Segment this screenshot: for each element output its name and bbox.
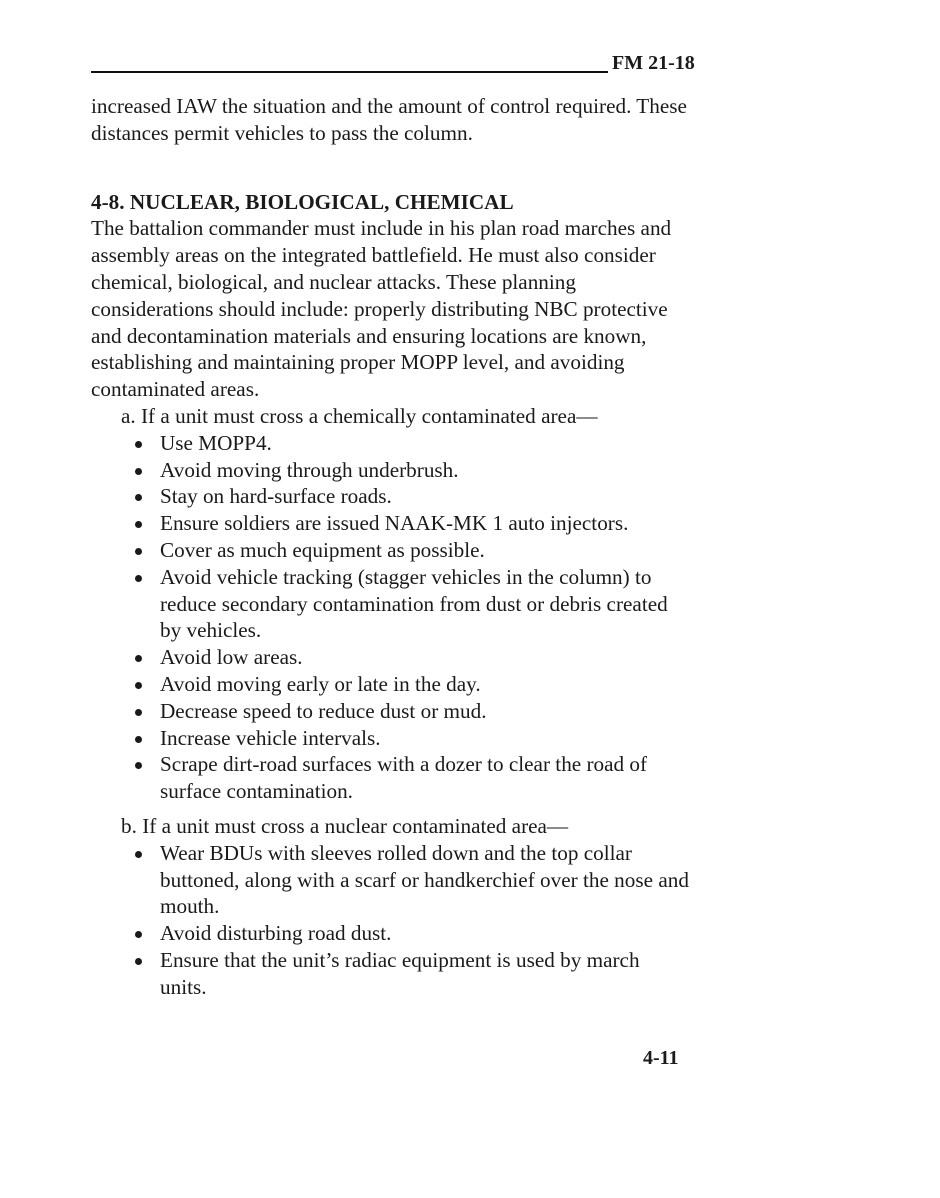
section-heading: 4-8. NUCLEAR, BIOLOGICAL, CHEMICAL xyxy=(91,189,514,214)
list-item-text: Wear BDUs with sleeves rolled down and the top collar buttoned, along with a scarf or handkerchief over the nose and mouth. xyxy=(160,840,689,919)
bullet-icon xyxy=(135,441,142,448)
continuation-paragraph: increased IAW the situation and the amount of control required. These distances permit vehicles to pass the column. xyxy=(91,94,687,145)
list-item xyxy=(91,510,691,537)
list-item xyxy=(91,430,691,457)
bullet-icon xyxy=(135,468,142,475)
list-item xyxy=(91,483,691,510)
list-item xyxy=(91,920,691,947)
list-item-text: Ensure soldiers are issued NAAK-MK 1 auto injectors. xyxy=(160,511,629,536)
list-item xyxy=(91,751,691,805)
bullet-icon xyxy=(135,709,142,716)
list-item-text: Stay on hard-surface roads. xyxy=(160,484,392,509)
section-intro-paragraph: The battalion commander must include in his plan road marches and assembly areas on the integrated battlefield. He must also consider chemical, biological, and nuclear attacks. These planning considerations should include: properly distributing NBC protective and decontamination materials and ensuring locations are known, establishing and maintaining proper MOPP level, and avoiding contaminated areas. xyxy=(91,216,672,402)
bullet-icon xyxy=(135,655,142,662)
list-item-text: Decrease speed to reduce dust or mud. xyxy=(160,698,487,723)
list-item-text: Avoid low areas. xyxy=(160,645,303,670)
list-item-text: Use MOPP4. xyxy=(160,430,272,455)
bullet-icon xyxy=(135,521,142,528)
list-item xyxy=(91,564,691,644)
bullet-icon xyxy=(135,548,142,555)
list-item-text: Avoid disturbing road dust. xyxy=(160,921,392,946)
list-item-text: Avoid moving early or late in the day. xyxy=(160,671,481,696)
page-number: 4-11 xyxy=(643,1047,679,1069)
bullet-icon xyxy=(135,931,142,938)
list-item-text: Scrape dirt-road surfaces with a dozer to clear the road of surface contamination. xyxy=(160,752,648,804)
list-item-text: Cover as much equipment as possible. xyxy=(160,537,485,562)
bullet-icon xyxy=(135,762,142,769)
nuclear-list xyxy=(91,840,691,1001)
list-item xyxy=(91,725,691,752)
list-item-text: Avoid vehicle tracking (stagger vehicles in the column) to reduce secondary contamination from dust or debris created by vehicles. xyxy=(160,564,668,643)
bullet-icon xyxy=(135,575,142,582)
list-item xyxy=(91,698,691,725)
bullet-icon xyxy=(135,851,142,858)
list-item-text: Avoid moving through underbrush. xyxy=(160,457,459,482)
list-item xyxy=(91,840,691,920)
bullet-icon xyxy=(135,958,142,965)
list-item xyxy=(91,947,691,1001)
list-item-text: Increase vehicle intervals. xyxy=(160,725,381,750)
header-rule xyxy=(91,71,608,73)
bullet-icon xyxy=(135,736,142,743)
bullet-icon xyxy=(135,494,142,501)
page-body xyxy=(91,93,691,1001)
list-item xyxy=(91,457,691,484)
list-item xyxy=(91,537,691,564)
manual-code: FM 21-18 xyxy=(612,52,695,74)
bullet-icon xyxy=(135,682,142,689)
list-item xyxy=(91,644,691,671)
chemical-list xyxy=(91,430,691,805)
list-item xyxy=(91,671,691,698)
nuclear-intro: b. If a unit must cross a nuclear contaminated area— xyxy=(121,813,569,838)
list-item-text: Ensure that the unit’s radiac equipment is used by march units. xyxy=(160,947,640,999)
chemical-intro: a. If a unit must cross a chemically contaminated area— xyxy=(121,403,598,428)
